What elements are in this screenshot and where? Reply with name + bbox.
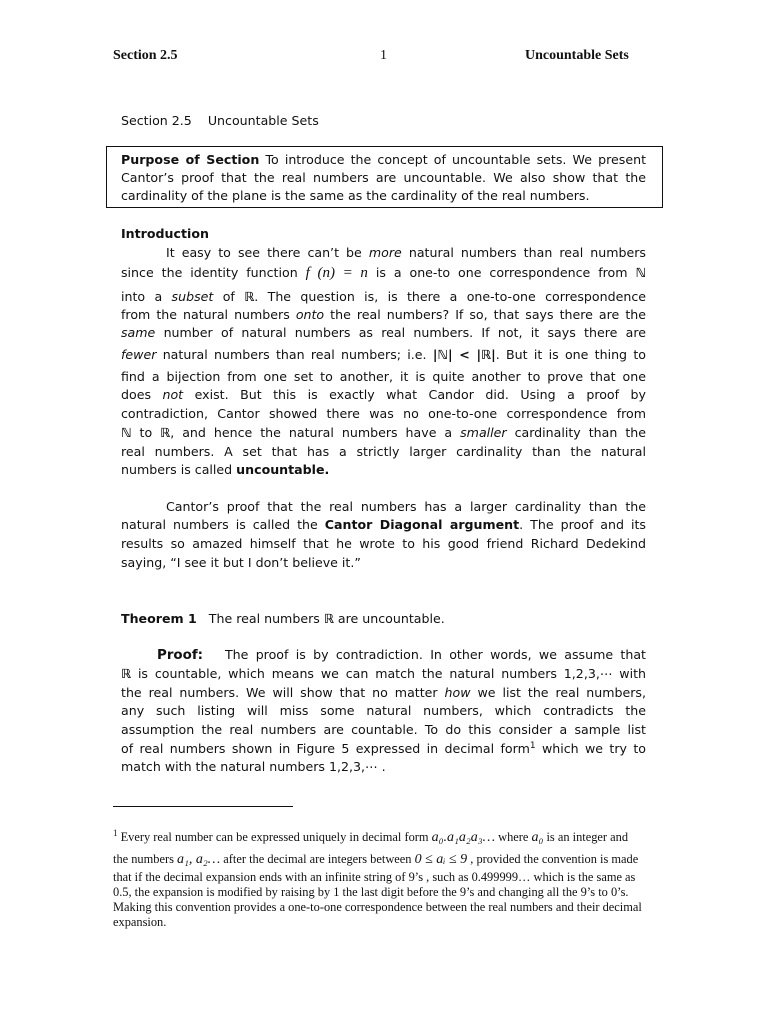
intro-line-11: real numbers. A set that has a strictly larger cardinality than the natural (121, 444, 646, 459)
proof-line-4: any such listing will miss some natural numbers, which contradicts the (121, 703, 646, 718)
theorem-1: Theorem 1 The real numbers ℝ are uncountable. (121, 611, 445, 626)
footnote-line-4: 0.5, the expansion is modified by raising by 1 the last digit before the 9’s and changing all the 9’s to 0’s. (113, 885, 629, 899)
footnote-line-3: that if the decimal expansion ends with an infinite string of 9’s , such as 0.499999… which is the same as (113, 870, 636, 884)
proof-label: Proof: (157, 648, 203, 663)
footnote-line-6: expansion. (113, 915, 167, 929)
proof-line-2: ℝ is countable, which means we can match the natural numbers 1,2,3,⋯ with (121, 666, 646, 681)
intro-line-1: It easy to see there can’t be more natural numbers than real numbers (166, 245, 646, 260)
footnote-line-1: $^1$ Every real number can be expressed uniquely in decimal form a₀.a₁a₂a₃… where a₀ is an integer and (113, 828, 629, 846)
intro-line-6: fewer natural numbers than real numbers; i.e. |ℕ| < |ℝ|. But it is one thing to (121, 347, 646, 362)
cantor-line-1: Cantor’s proof that the real numbers has a larger cardinality than the (166, 499, 646, 514)
proof-line-1: Proof: The proof is by contradiction. In other words, we assume that (157, 647, 646, 663)
intro-line-2: since the identity function f (n) = n is a one-to one correspondence from ℕ (121, 265, 646, 281)
footnote-line-5: Making this convention provides a one-to-one correspondence between the real numbers and their decimal (113, 900, 642, 914)
footnote-ref: 1 (529, 741, 536, 751)
footnote-line-2: the numbers a₁, a₂… after the decimal are integers between 0 ≤ aᵢ ≤ 9 , provided the convention is made (113, 852, 639, 867)
proof-line-7: match with the natural numbers 1,2,3,⋯ . (121, 759, 386, 774)
proof-line-5: assumption the real numbers are countable. To do this consider a sample list (121, 722, 646, 737)
theorem-label: Theorem 1 (121, 611, 197, 626)
running-header-title: Uncountable Sets (525, 48, 629, 63)
section-title: Section 2.5 Uncountable Sets (121, 113, 319, 128)
term-cantor-diagonal-argument: Cantor Diagonal argument (324, 517, 520, 532)
intro-line-7: find a bijection from one set to another, it is quite another to prove that one (121, 369, 646, 384)
purpose-line-1: Purpose of Section To introduce the concept of uncountable sets. We present (121, 152, 647, 167)
introduction-heading: Introduction (121, 226, 209, 241)
term-uncountable: uncountable. (236, 462, 330, 477)
intro-line-10: ℕ to ℝ, and hence the natural numbers have a smaller cardinality than the (121, 425, 646, 440)
purpose-label: Purpose of Section (121, 152, 260, 167)
math-cardinality-inequality: |ℕ| < |ℝ| (432, 347, 496, 362)
running-header-section: Section 2.5 (113, 48, 178, 63)
cantor-line-2: natural numbers is called the Cantor Diagonal argument. The proof and its (121, 517, 646, 532)
intro-line-5: same number of natural numbers as real numbers. If not, it says there are (121, 325, 646, 340)
intro-line-4: from the natural numbers onto the real numbers? If so, that says there are the (121, 307, 646, 322)
purpose-line-2: Cantor’s proof that the real numbers are uncountable. We also show that the (121, 170, 646, 185)
intro-line-12: numbers is called uncountable. (121, 462, 330, 477)
math-identity-function: f (n) = n (305, 265, 368, 281)
cantor-line-3: results so amazed himself that he wrote to his good friend Richard Dedekind (121, 536, 646, 551)
proof-line-6: of real numbers shown in Figure 5 expressed in decimal form$^1$ which we try to (121, 741, 646, 757)
intro-line-3: into a subset of ℝ. The question is, is there a one-to-one correspondence (121, 289, 646, 304)
purpose-line-3: cardinality of the plane is the same as the cardinality of the real numbers. (121, 188, 590, 203)
page-number: 1 (380, 48, 387, 63)
intro-line-9: contradiction, Cantor showed there was no one-to-one correspondence from (121, 406, 646, 421)
footnote-rule (113, 806, 293, 807)
intro-line-8: does not exist. But this is exactly what Candor did. Using a proof by (121, 387, 646, 402)
cantor-line-4: saying, “I see it but I don’t believe it.” (121, 555, 361, 570)
proof-line-3: the real numbers. We will show that no matter how we list the real numbers, (121, 685, 647, 700)
